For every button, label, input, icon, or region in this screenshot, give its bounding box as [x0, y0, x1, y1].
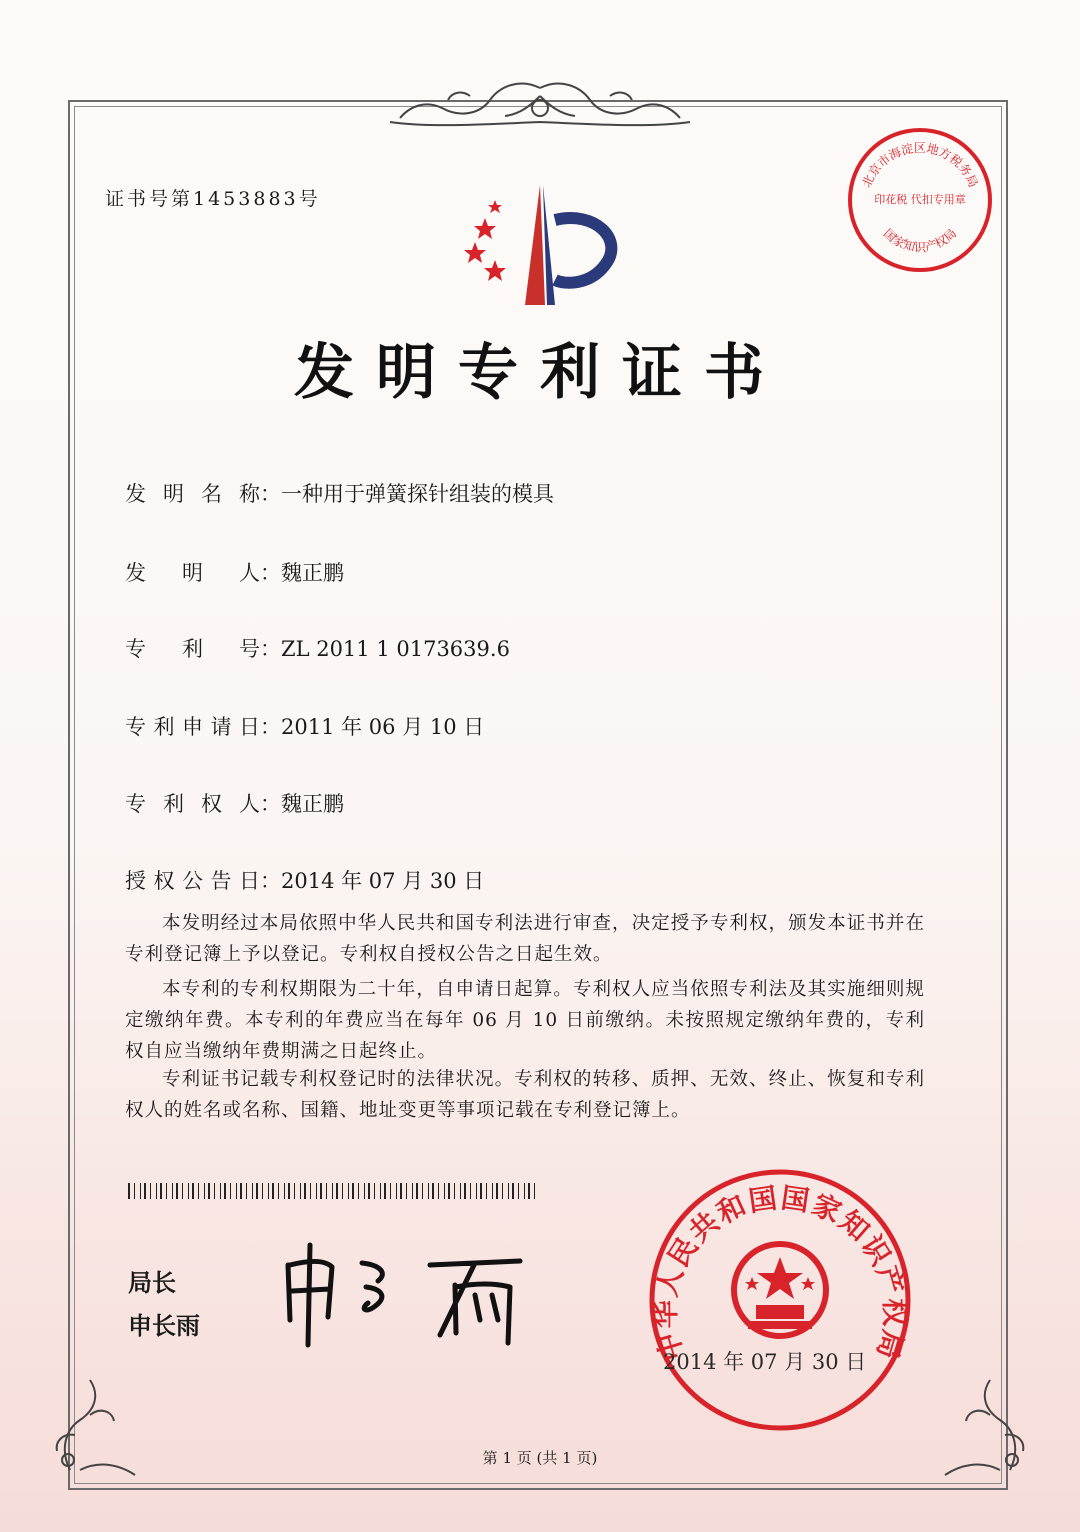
- barcode: [128, 1183, 538, 1199]
- body-paragraph-2: 本专利的专利权期限为二十年，自申请日起算。专利权人应当依照专利法及其实施细则规定缴纳年费。本专利的年费应当在每年 06 月 10 日前缴纳。未按照规定缴纳年费的，专利权自应当缴纳年费期满之日起终止。: [125, 979, 925, 1062]
- field-value: ：魏正鹏: [260, 561, 344, 585]
- field-label: 发明人: [125, 561, 260, 585]
- top-ornament: [370, 78, 710, 136]
- field-label: 专利号: [125, 637, 260, 661]
- director-title: 局长: [128, 1269, 176, 1297]
- tax-stamp-inner-text: 印花税 代扣专用章: [874, 193, 966, 206]
- field-value: ：一种用于弹簧探针组装的模具: [260, 482, 554, 506]
- body-paragraph-3: 专利证书记载专利权登记时的法律状况。专利权的转移、质押、无效、终止、恢复和专利权人的姓名或名称、国籍、地址变更等事项记载在专利登记簿上。: [125, 1069, 925, 1121]
- seal-text: 中华人民共和国国家知识产权局: [648, 1181, 912, 1365]
- field-value: ：2011 年 06 月 10 日: [260, 715, 485, 739]
- certificate-title: 发明专利证书: [294, 338, 786, 408]
- field-grant-date: [125, 865, 484, 895]
- field-label: 专利申请日: [125, 715, 260, 739]
- svg-text:北京市海淀区地方税务局: [859, 140, 980, 189]
- director-name: 申长雨: [128, 1312, 200, 1340]
- field-label: 授权公告日: [125, 869, 260, 893]
- field-inventor: [125, 557, 344, 587]
- field-patentee: [125, 788, 344, 818]
- page-footer: 第 1 页 (共 1 页): [482, 1449, 598, 1467]
- tax-stamp-top-text: 北京市海淀区地方税务局: [859, 141, 981, 190]
- field-label: 发明名称: [125, 482, 260, 506]
- body-paragraph-1: 本发明经过本局依照中华人民共和国专利法进行审查，决定授予专利权，颁发本证书并在专利登记簿上予以登记。专利权自授权公告之日起生效。: [125, 913, 925, 965]
- field-value: ：ZL 2011 1 0173639.6: [260, 637, 510, 661]
- field-value: ：魏正鹏: [260, 792, 344, 816]
- national-ip-seal: [640, 1165, 920, 1435]
- field-value: ：2014 年 07 月 30 日: [260, 869, 485, 893]
- tax-stamp-seal: [845, 125, 995, 275]
- svg-text:国家知识产权局: [881, 226, 960, 254]
- field-application-date: [125, 711, 484, 741]
- director-signature: [270, 1225, 550, 1355]
- field-patent-number: [125, 633, 510, 663]
- issue-date: 2014 年 07 月 30 日: [663, 1350, 867, 1374]
- tax-stamp-bottom-text: 国家知识产权局: [880, 226, 960, 255]
- patent-office-emblem: [455, 180, 625, 310]
- field-invention-name: [125, 478, 554, 508]
- field-label: 专利权人: [125, 792, 260, 816]
- certificate-number: 证书号第1453883号: [105, 188, 321, 210]
